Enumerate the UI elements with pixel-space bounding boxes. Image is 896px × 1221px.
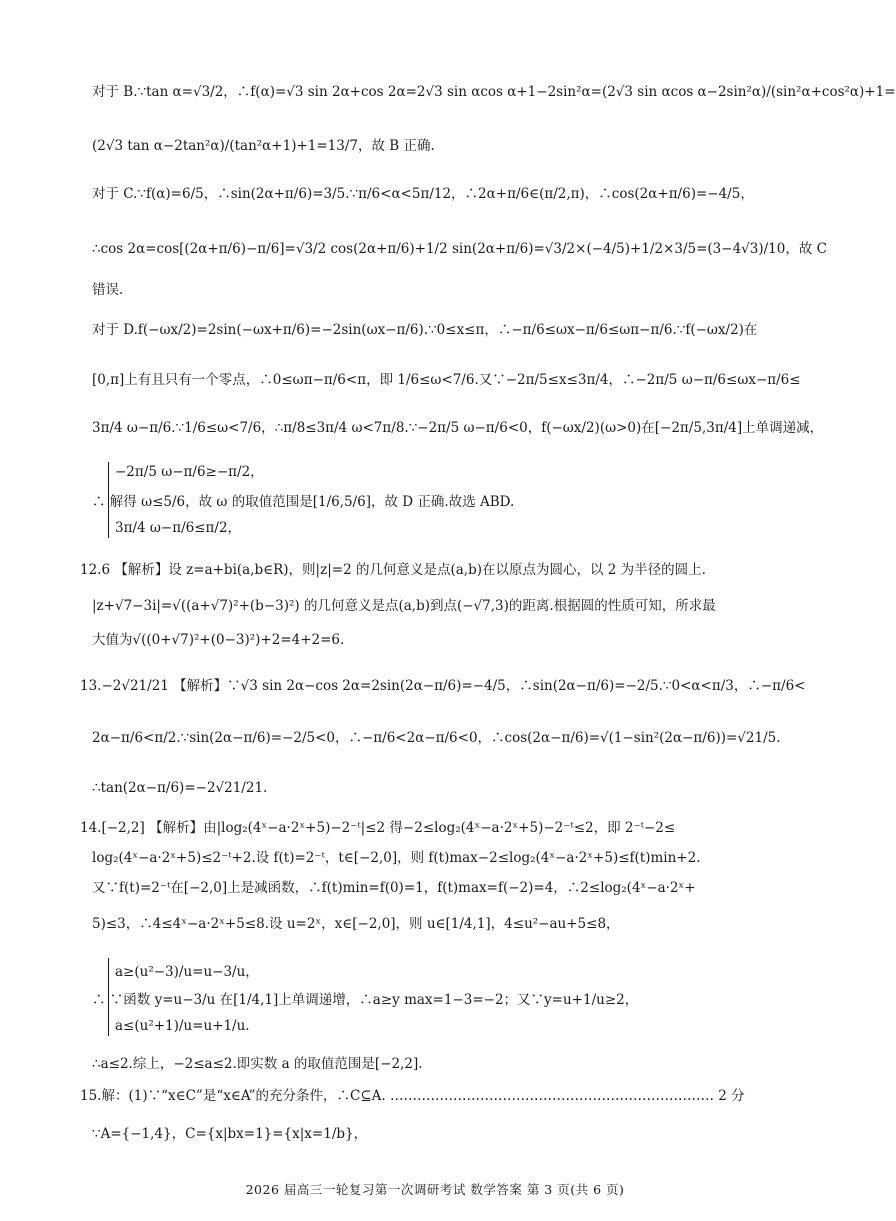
l23: ∵A={−1,4}，C={x|bx=1}={x|x=1/b}， bbox=[92, 1126, 368, 1142]
l4: ∴cos 2α=cos[(2α+π/6)−π/6]=√3/2 cos(2α+π/6)+1/2 sin(2α+π/6)=√3/2×(−4/5)+1/2×3/5=(3−4√3)/10，故 C bbox=[92, 241, 827, 257]
l9m: ∴ 解得 ω≤5/6，故 ω 的取值范围是[1/6,5/6]，故 D 正确.故选 ABD. bbox=[92, 494, 515, 510]
l12: 大值为√((0+√7)²+(0−3)²)+2=4+2=6. bbox=[92, 632, 345, 648]
l3: 对于 C.∵f(α)=6/5，∴sin(2α+π/6)=3/5.∵π/6<α<5π/12，∴2α+π/6∈(π/2,π)，∴cos(2α+π/6)=−4/5， bbox=[92, 186, 754, 202]
l20b: a≤(u²+1)/u=u+1/u. bbox=[115, 1018, 250, 1034]
l1: 对于 B.∵tan α=√3/2，∴f(α)=√3 sin 2α+cos 2α=2√3 sin αcos α+1−2sin²α=(2√3 sin αcos α−2sin²α)/(sin²α+cos²α)+1= bbox=[92, 84, 896, 100]
l9b: 3π/4 ω−π/6≤π/2， bbox=[115, 520, 242, 536]
page-footer: 2026 届高三一轮复习第一次调研考试 数学答案 第 3 页(共 6 页) bbox=[245, 1182, 625, 1197]
l11: |z+√7−3i|=√((a+√7)²+(b−3)²) 的几何意义是点(a,b)到点(−√7,3)的距离.根据圆的性质可知，所求最 bbox=[92, 598, 716, 614]
l20a: a≥(u²−3)/u=u−3/u， bbox=[115, 964, 259, 980]
l17: log₂(4ˣ−a·2ˣ+5)≤2⁻ᵗ+2.设 f(t)=2⁻ᵗ，t∈[−2,0]，则 f(t)max−2≤log₂(4ˣ−a·2ˣ+5)≤f(t)min+2. bbox=[92, 850, 701, 866]
l8: 3π/4 ω−π/6.∵1/6≤ω<7/6，∴π/8≤3π/4 ω<7π/8.∵−2π/5 ω−π/6<0，f(−ωx/2)(ω>0)在[−2π/5,3π/4]上单调递减， bbox=[92, 420, 824, 436]
l19: 5)≤3，∴4≤4ˣ−a·2ˣ+5≤8.设 u=2ˣ，x∈[−2,0]，则 u∈[1/4,1]，4≤u²−au+5≤8， bbox=[92, 916, 620, 932]
l22: 15.解：(1)∵“x∈C”是“x∈A”的充分条件，∴C⊆A. ……………………………………………………………… 2 分 bbox=[80, 1088, 745, 1104]
l7: [0,π]上有且只有一个零点，∴0≤ωπ−π/6<π，即 1/6≤ω<7/6.又∵−2π/5≤x≤3π/4，∴−2π/5 ω−π/6≤ωx−π/6≤ bbox=[92, 372, 801, 388]
l10: 12.6 【解析】设 z=a+bi(a,b∈R)，则|z|=2 的几何意义是点(a,b)在以原点为圆心，以 2 为半径的圆上. bbox=[80, 562, 706, 578]
l21: ∴a≤2.综上，−2≤a≤2.即实数 a 的取值范围是[−2,2]. bbox=[92, 1056, 423, 1072]
l9a: −2π/5 ω−π/6≥−π/2， bbox=[115, 464, 264, 480]
l5: 错误. bbox=[92, 282, 124, 298]
l13: 13.−2√21/21 【解析】∵√3 sin 2α−cos 2α=2sin(2α−π/6)=−4/5，∴sin(2α−π/6)=−2/5.∵0<α<π/3，∴−π/6< bbox=[80, 678, 806, 694]
l18: 又∵f(t)=2⁻ᵗ在[−2,0]上是减函数，∴f(t)min=f(0)=1，f(t)max=f(−2)=4，∴2≤log₂(4ˣ−a·2ˣ+ bbox=[92, 880, 696, 896]
l6: 对于 D.f(−ωx/2)=2sin(−ωx+π/6)=−2sin(ωx−π/6).∵0≤x≤π，∴−π/6≤ωx−π/6≤ωπ−π/6.∵f(−ωx/2)在 bbox=[92, 322, 758, 338]
l15: ∴tan(2α−π/6)=−2√21/21. bbox=[92, 780, 268, 796]
l20m: ∴ ∵函数 y=u−3/u 在[1/4,1]上单调递增，∴a≥y max=1−3=−2；又∵y=u+1/u≥2， bbox=[92, 992, 639, 1008]
l2: (2√3 tan α−2tan²α)/(tan²α+1)+1=13/7，故 B 正确. bbox=[92, 138, 435, 154]
l16: 14.[−2,2] 【解析】由|log₂(4ˣ−a·2ˣ+5)−2⁻ᵗ|≤2 得−2≤log₂(4ˣ−a·2ˣ+5)−2⁻ᵗ≤2，即 2⁻ᵗ−2≤ bbox=[80, 820, 676, 836]
l14: 2α−π/6<π/2.∵sin(2α−π/6)=−2/5<0，∴−π/6<2α−π/6<0，∴cos(2α−π/6)=√(1−sin²(2α−π/6))=√21/5. bbox=[92, 730, 781, 746]
